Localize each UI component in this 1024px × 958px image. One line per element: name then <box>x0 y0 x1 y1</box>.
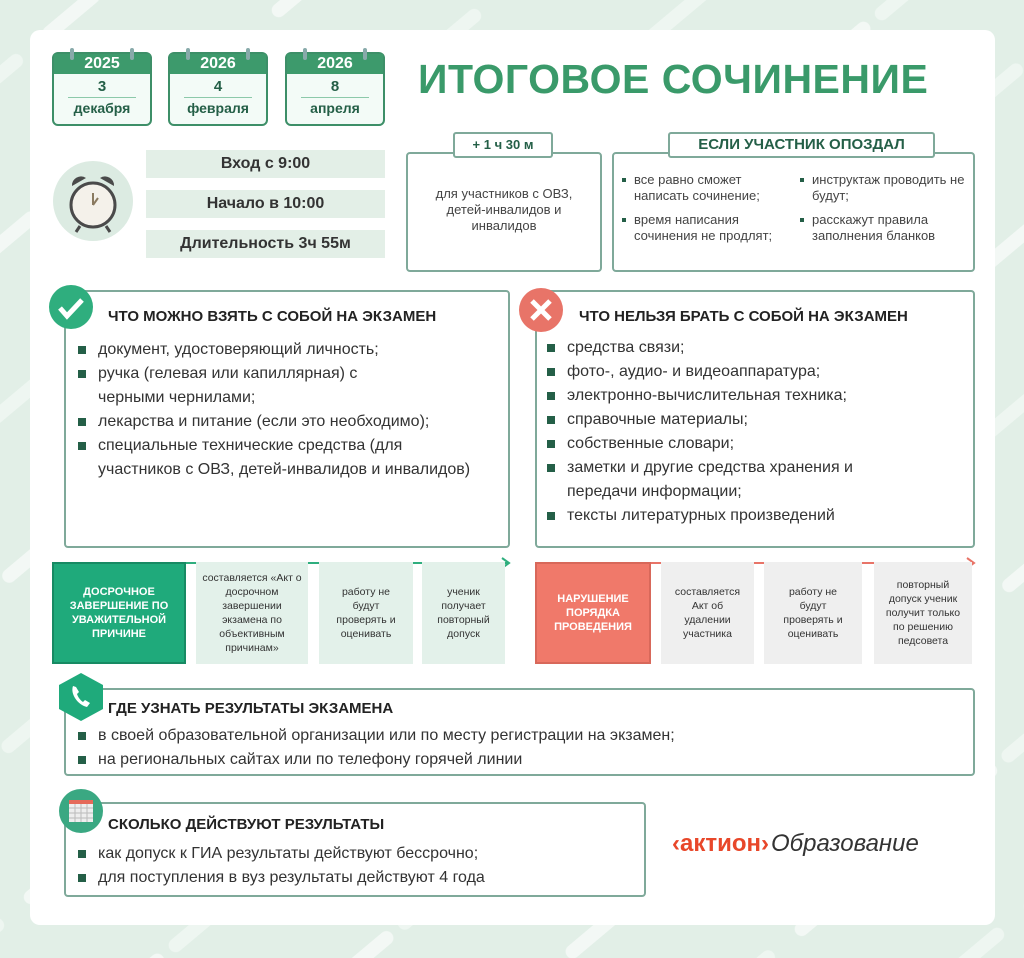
allowed-title: ЧТО МОЖНО ВЗЯТЬ С СОБОЙ НА ЭКЗАМЕН <box>108 308 437 325</box>
late-label: ЕСЛИ УЧАСТНИК ОПОЗДАЛ <box>668 132 935 158</box>
forbidden-title: ЧТО НЕЛЬЗЯ БРАТЬ С СОБОЙ НА ЭКЗАМЕН <box>579 308 908 325</box>
date-card <box>285 52 385 126</box>
early-finish-lead: ДОСРОЧНОЕ ЗАВЕРШЕНИЕ ПО УВАЖИТЕЛЬНОЙ ПРИЧИНЕ <box>52 562 186 664</box>
list-item: расскажут правила заполнения бланков <box>800 212 965 244</box>
late-box <box>612 152 975 272</box>
page-title: ИТОГОВОЕ СОЧИНЕНИЕ <box>418 56 929 102</box>
list-item: тексты литературных произведений <box>543 504 963 528</box>
cross-icon <box>518 287 564 333</box>
list-item: справочные материалы; <box>543 408 963 432</box>
date-year: 2025 <box>54 54 150 74</box>
list-item: как допуск к ГИА результаты действуют бессрочно; <box>74 842 634 866</box>
validity-box <box>64 802 646 897</box>
list-item: все равно сможет написать сочинение; <box>622 172 792 204</box>
results-title: ГДЕ УЗНАТЬ РЕЗУЛЬТАТЫ ЭКЗАМЕНА <box>108 700 394 717</box>
date-month: апреля <box>310 100 360 116</box>
date-year: 2026 <box>170 54 266 74</box>
flow-step: работу не будут проверять и оценивать <box>764 562 862 664</box>
results-box <box>64 688 975 776</box>
list-item: инструктаж проводить не будут; <box>800 172 965 204</box>
extra-time-label: + 1 ч 30 м <box>453 132 553 158</box>
list-item: время написания сочинения не продлят; <box>622 212 792 244</box>
calendar-icon <box>58 788 104 834</box>
flow-step: повторный допуск ученик получит только по решению педсовета <box>874 562 972 664</box>
list-item: на региональных сайтах или по телефону горячей линии <box>74 748 964 772</box>
date-card <box>52 52 152 126</box>
list-item: ручка (гелевая или капиллярная) с черными чернилами; <box>74 362 414 410</box>
aktion-logo <box>672 830 919 858</box>
flow-step: работу не будут проверять и оценивать <box>319 562 413 664</box>
list-item: средства связи; <box>543 336 963 360</box>
flow-step: ученик получает повторный допуск <box>422 562 505 664</box>
list-item: для поступления в вуз результаты действуют 4 года <box>74 866 634 890</box>
date-month: декабря <box>73 100 131 116</box>
logo-suffix: Образование <box>771 830 919 857</box>
violation-lead: НАРУШЕНИЕ ПОРЯДКА ПРОВЕДЕНИЯ <box>535 562 651 664</box>
logo-brand: ‹актион› <box>672 830 770 857</box>
date-day: 4 <box>213 78 223 95</box>
extra-time-text: для участников с ОВЗ, детей-инвалидов и инвалидов <box>435 186 573 233</box>
date-day: 8 <box>330 78 340 95</box>
list-item: лекарства и питание (если это необходимо); <box>74 410 494 434</box>
list-item: специальные технические средства (для участников с ОВЗ, детей-инвалидов и инвалидов) <box>74 434 484 482</box>
list-item: электронно-вычислительная техника; <box>543 384 963 408</box>
alarm-clock-icon <box>52 160 134 242</box>
phone-icon <box>58 672 104 722</box>
date-day: 3 <box>97 78 107 95</box>
flow-step: составляется «Акт о досрочном завершении экзамена по объективным причинам» <box>196 562 308 664</box>
validity-title: СКОЛЬКО ДЕЙСТВУЮТ РЕЗУЛЬТАТЫ <box>108 816 385 833</box>
list-item: собственные словари; <box>543 432 963 456</box>
list-item: в своей образовательной организации или по месту регистрации на экзамен; <box>74 724 964 748</box>
entry-time: Вход с 9:00 <box>146 150 385 178</box>
list-item: заметки и другие средства хранения и передачи информации; <box>543 456 923 504</box>
check-icon <box>48 284 94 330</box>
date-card <box>168 52 268 126</box>
forbidden-box <box>535 290 975 548</box>
list-item: документ, удостоверяющий личность; <box>74 338 494 362</box>
date-year: 2026 <box>287 54 383 74</box>
duration: Длительность 3ч 55м <box>146 230 385 258</box>
list-item: фото-, аудио- и видеоаппаратура; <box>543 360 963 384</box>
flow-step: составляется Акт об удалении участника <box>661 562 754 664</box>
date-month: февраля <box>187 100 249 116</box>
extra-time-box <box>406 152 602 272</box>
allowed-box <box>64 290 510 548</box>
start-time: Начало в 10:00 <box>146 190 385 218</box>
